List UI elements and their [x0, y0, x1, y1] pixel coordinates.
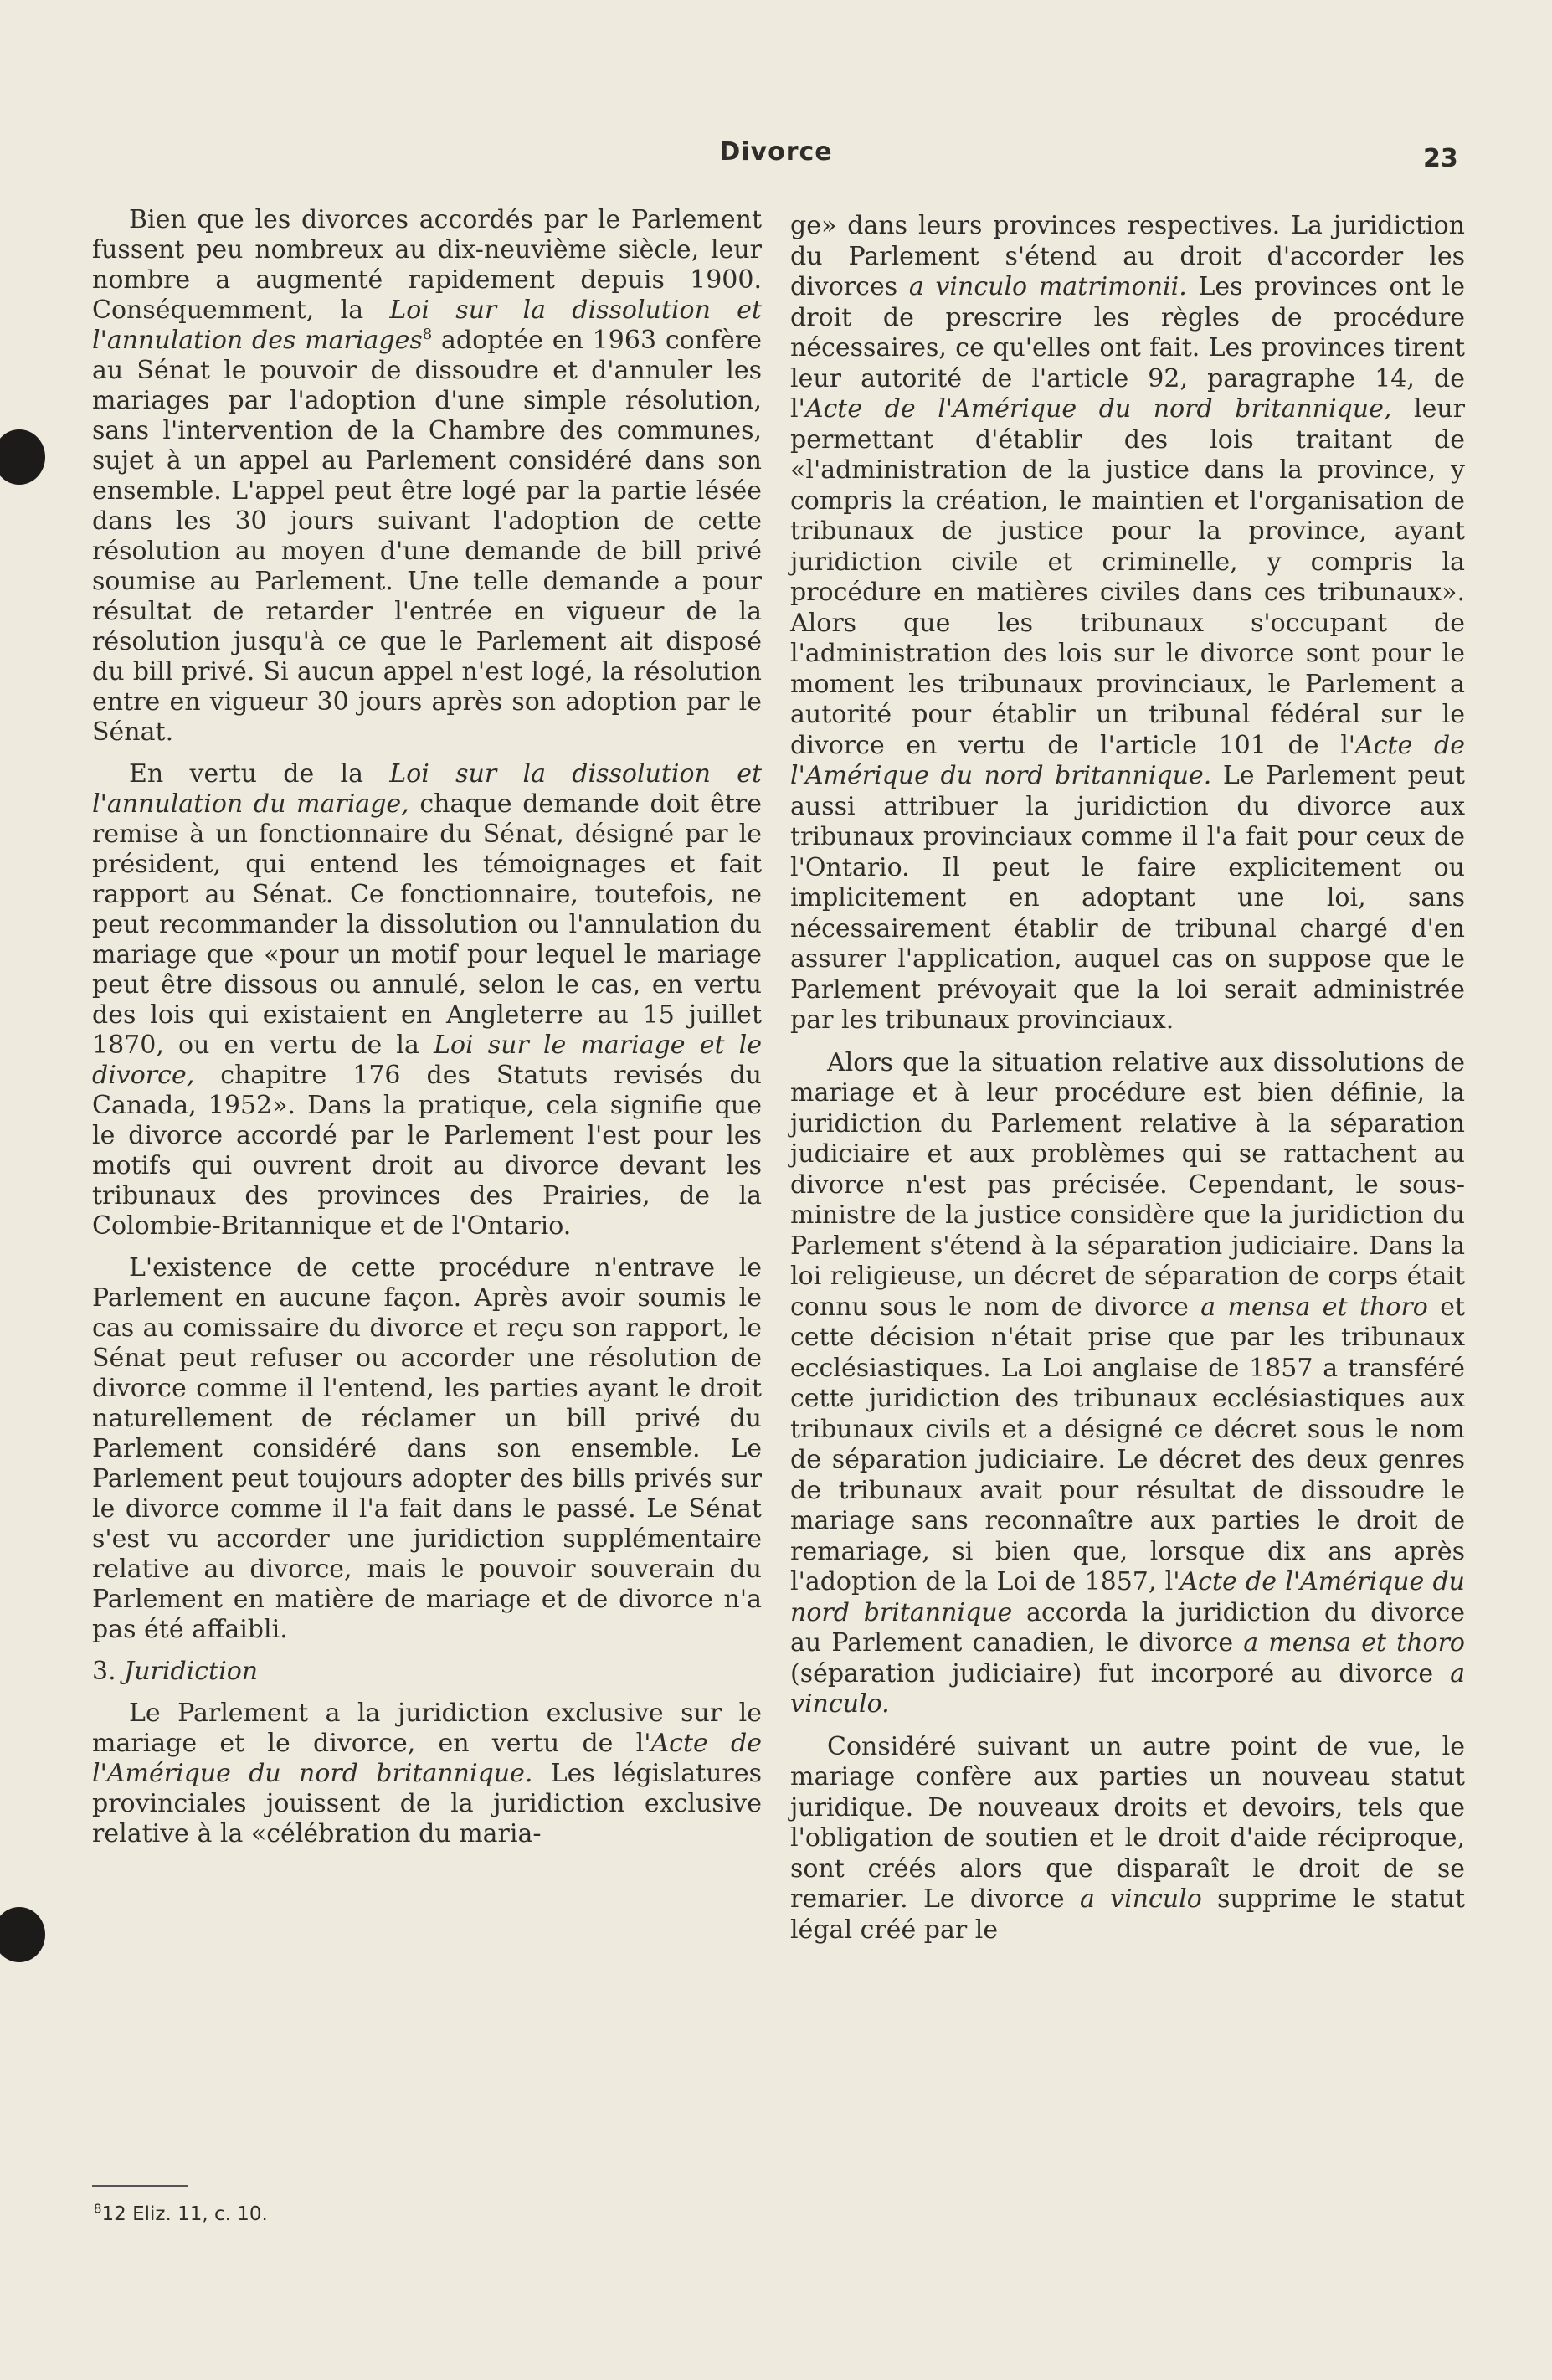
footnote-ref: 8 [422, 326, 433, 343]
binder-hole [0, 429, 45, 485]
left-column [92, 205, 762, 2172]
section-heading: 3. Juridiction [92, 1657, 259, 1686]
footnote: $^8$12 Eliz. 11, c. 10. [94, 2201, 268, 2225]
paragraph: Alors que la situation relative aux dissolutions de mariage et à leur procédure est bien définie, la juridiction du Parlement relative à la séparation judiciaire et aux problèmes qui se rattachent au divorce n'est pas précisée. Cependant, le sous-ministre de la justice considère que la juridiction du Parlement s'étend à la séparation judiciaire. Dans la loi religieuse, un décret de séparation de corps était connu sous le nom de divorce a mensa et thoro et cette décision n'était prise que par les tribunaux ecclésiastiques. La Loi anglaise de 1857 a transféré cette juridiction des tribunaux ecclésiastiques aux tribunaux civils et a désigné ce décret sous le nom de séparation judiciaire. Le décret des deux genres de tribunaux avait pour résultat de dissoudre le mariage sans reconnaître aux parties le droit de remariage, si bien que, lorsque dix ans après l'adoption de la Loi de 1857, l'Acte de l'Amérique du nord britannique accorda la juridiction du divorce au Parlement canadien, le divorce a mensa et thoro (séparation judiciaire) fut incorporé au divorce a vinculo. [790, 1047, 1466, 1719]
footnote-rule [92, 2185, 188, 2187]
binder-hole [0, 1907, 45, 1962]
paragraph: Considéré suivant un autre point de vue, le mariage confère aux parties un nouveau statut juridique. De nouveaux droits et devoirs, tels que l'obligation de soutien et le droit d'aide réciproque, sont créés alors que disparaît le droit de se remarier. Le divorce a vinculo supprime le statut légal créé par le [790, 1731, 1465, 1945]
paragraph: En vertu de la Loi sur la dissolution et l'annulation du mariage, chaque demande doit être remise à un fonctionnaire du Sénat, désigné par le président, qui entend les témoignages et fait rapport au Sénat. Ce fonctionnaire, toutefois, ne peut recommander la dissolution ou l'annulation du mariage que «pour un motif pour lequel le mariage peut être dissous ou annulé, selon le cas, en vertu des lois qui existaient en Angleterre au 15 juillet 1870, ou en vertu de la Loi sur le mariage et le divorce, chapitre 176 des Statuts revisés du Canada, 1952». Dans la pratique, cela signifie que le divorce accordé par le Parlement l'est pour les motifs qui ouvrent droit au divorce devant les tribunaux des provinces des Prairies, de la Colombie-Britannique et de l'Ontario. [92, 759, 763, 1241]
paragraph: ge» dans leurs provinces respectives. La juridiction du Parlement s'étend au droit d'accorder les divorces a vinculo matrimonii. Les provinces ont le droit de prescrire les règles de procédure nécessaires, ce qu'elles ont fait. Les provinces tirent leur autorité de l'article 92, paragraphe 14, de l'Acte de l'Amérique du nord britannique, leur permettant d'établir des lois traitant de «l'administration de la justice dans la province, y compris la création, le maintien et l'organisation de tribunaux de justice pour la province, ayant juridiction civile et criminelle, y compris la procédure en matières civiles dans ces tribunaux». Alors que les tribunaux s'occupant de l'administration des lois sur le divorce sont pour le moment les tribunaux provinciaux, le Parlement a autorité pour établir un tribunal fédéral sur le divorce en vertu de l'article 101 de l'Acte de l'Amérique du nord britannique. Le Parlement peut aussi attribuer la juridiction du divorce aux tribunaux provinciaux comme il l'a fait pour ceux de l'Ontario. Il peut le faire explicitement ou implicitement en adoptant une loi, sans nécessairement établir de tribunal chargé d'en assurer l'application, auquel cas on suppose que le Parlement prévoyait que la loi serait administrée par les tribunaux provinciaux. [790, 211, 1465, 1035]
paragraph: Bien que les divorces accordés par le Parlement fussent peu nombreux au dix-neuvième siècle, leur nombre a augmenté rapidement depuis 1900. Conséquemment, la Loi sur la dissolution et l'annulation des mariages$^8$ adoptée en 1963 confère au Sénat le pouvoir de dissoudre et d'annuler les mariages par l'adoption d'une simple résolution, sans l'intervention de la Chambre des communes, sujet à un appel au Parlement considéré dans son ensemble. L'appel peut être logé par la partie lésée dans les 30 jours suivant l'adoption de cette résolution au moyen d'une demande de bill privé soumise au Parlement. Une telle demande a pour résultat de retarder l'entrée en vigueur de la résolution jusqu'à ce que le Parlement ait disposé du bill privé. Si aucun appel n'est logé, la résolution entre en vigueur 30 jours après son adoption par le Sénat. [92, 205, 762, 747]
paragraph: Le Parlement a la juridiction exclusive sur le mariage et le divorce, en vertu de l'Acte de l'Amérique du nord britannique. Les législatures provinciales jouissent de la juridiction exclusive relative à la «célébration du maria- [92, 1699, 762, 1848]
page-number: 23 [1423, 144, 1458, 173]
running-header: Divorce [719, 137, 833, 167]
right-column [790, 211, 1465, 1957]
paragraph: L'existence de cette procédure n'entrave le Parlement en aucune façon. Après avoir soumis le cas au comissaire du divorce et reçu son rapport, le Sénat peut refuser ou accorder une résolution de divorce comme il l'entend, les parties ayant le droit naturellement de réclamer un bill privé du Parlement considéré dans son ensemble. Le Parlement peut toujours adopter des bills privés sur le divorce comme il l'a fait dans le passé. Le Sénat s'est vu accorder une juridiction supplémentaire relative au divorce, mais le pouvoir souverain du Parlement en matière de mariage et de divorce n'a pas été affaibli. [92, 1253, 762, 1644]
